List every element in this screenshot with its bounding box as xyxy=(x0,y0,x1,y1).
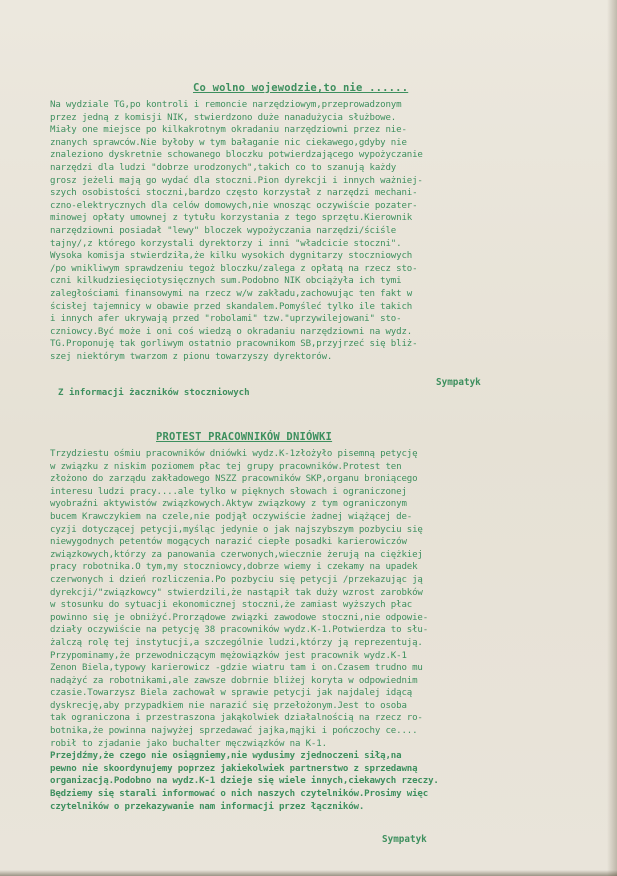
text-line: botnika,że powinna najwyżej sprzedawać jajka,mąjki i pończochy ce.... xyxy=(50,726,418,737)
text-line: czno-elektrycznych dla celów domowych,nie wnosząc oczywiście pozater- xyxy=(50,200,418,211)
text-line: TG.Proponuję tak gorliwym ostatnio pracownikom SB,przyjrzeć się bliż- xyxy=(50,339,418,350)
text-line: Trzydziestu ośmiu pracowników dniówki wydz.K-1złożyło pisemną petycję xyxy=(50,449,418,459)
text-line: i innych afer ukrywają przed "robolami" tzw."uprzywilejowani" sto- xyxy=(50,314,402,325)
text-line: żalczą rolę tej instytucji,a szczególnie ludzi,którzy ją reprezentują. xyxy=(50,637,423,648)
text-line: organizacją.Podobno na wydz.K-1 dzieje się wiele innych,ciekawych rzeczy. xyxy=(50,776,439,787)
text-line: znanych sprawców.Nie byłoby w tym bałaganie nic ciekawego,gdyby nie xyxy=(50,137,407,148)
text-line: czytelników o przekazywanie nam informacji przez łączników. xyxy=(50,801,365,812)
text-line: cyzji dotyczącej petycji,myśląc jedynie o jak najszybszym pozbyciu się xyxy=(50,524,423,535)
text-line: czniowcy.Być może i oni coś wiedzą o okradaniu narzędziowni na wydz. xyxy=(50,326,413,337)
page-edge-shadow xyxy=(607,0,617,876)
article-1-title: Co wolno wojewodzie,to nie ...... xyxy=(193,82,409,94)
text-line: dyrekcji/"związkowcy" stwierdzili,że nastąpił tak duży wzrost zarobków xyxy=(50,587,423,598)
text-line: znaleziono dyskretnie schowanego bloczku potwierdzającego wypożyczanie xyxy=(50,150,423,161)
text-line: grosz jeżeli mają go wydać dla stoczni.Pion dyrekcji i innych ważniej- xyxy=(50,175,423,186)
text-line: powinno się je obniżyć.Prorządowe związki zawodowe stoczni,nie odpowie- xyxy=(50,612,429,623)
text-line: niewygodnych petentów mogących narazić ciepłe posadki karierowiczów xyxy=(50,537,407,548)
text-line: bucem Krawczykiem na czele,nie podjął oczywiście żadnej wiążącej de- xyxy=(50,511,413,522)
text-line: ścisłej tajemnicy w obawie przed skandalem.Pomyśleć tylko ile takich xyxy=(50,301,413,312)
text-line: minowej opłaty umownej z tytułu korzystania z tego sprzętu.Kierownik xyxy=(50,213,413,224)
text-line: narzędziowni posiadał "lewy" bloczek wypożyczania narzędzi/ściśle xyxy=(50,225,397,236)
text-line: pewno nie skoordynujemy poprzez jakiekolwiek partnerstwo z sprzedawną xyxy=(50,763,418,774)
text-line: czni kilkudziesięciotysięcznych sum.Podobno NIK obciążyła ich tymi xyxy=(50,276,402,287)
text-line: przez jedną z komisji NIK, stwierdzono duże nanadużycia służbowe. xyxy=(50,112,397,123)
text-line: tak ograniczona i przestraszona jakąkolwiek działalnością na rzecz ro- xyxy=(50,713,423,724)
text-line: Przypominamy,że przewodniczącym mężowiązków jest pracownik wydz.K-1 xyxy=(50,650,407,661)
text-line: szej niektórym twarzom z pionu towarzyszy dyrektorów. xyxy=(50,351,333,362)
text-line: Na wydziale TG,po kontroli i remoncie narzędziowym,przeprowadzonym xyxy=(50,100,402,110)
text-line: /po wnikliwym sprawdzeniu tegoż bloczku/zalega z opłatą na rzecz sto- xyxy=(50,263,418,274)
text-line: interesu ludzi pracy....ale tylko w pięknych słowach i ograniczonej xyxy=(50,486,407,497)
text-line: związkowych,którzy za panowania czerwonych,wiecznie żerują na ciężkiej xyxy=(50,549,423,560)
text-line: wyobraźni aktywistów związkowych.Aktyw związkowy z tym ograniczonym xyxy=(50,499,407,510)
text-line: czasie.Towarzysz Biela zachował w sprawie petycji jak najdalej idącą xyxy=(50,688,413,699)
text-line: dyskrecję,aby przypadkiem nie narazić się przełożonym.Jest to osoba xyxy=(50,700,407,711)
text-line: Będziemy się starali informować o nich naszych czytelników.Prosimy więc xyxy=(50,789,429,800)
article-1-body xyxy=(50,99,590,363)
article-2-signature: Sympatyk xyxy=(382,834,427,845)
text-line: działy oczywiście na petycję 38 pracowników wydz.K-1.Potwierdza to słu- xyxy=(50,625,429,636)
text-line: nadążyć za robotnikami,ale zawsze dobrnie bliżej koryta w odpowiednim xyxy=(50,675,418,686)
text-line: w związku z niskim poziomem płac tej grupy pracowników.Protest ten xyxy=(50,461,402,472)
article-2-body xyxy=(50,448,590,813)
text-line: złożono do zarządu zakładowego NSZZ pracowników SKP,organu broniącego xyxy=(50,474,418,485)
text-line: robił to zjadanie jako buchalter męczwiązków na K-1. xyxy=(50,738,327,749)
text-line: w stosunku do sytuacji ekonomicznej stoczni,że zamiast wyższych płac xyxy=(50,600,413,611)
text-line: Wysoka komisja stwierdziła,że kilku wysokich dygnitarzy stoczniowych xyxy=(50,251,413,262)
text-line: Miały one miejsce po kilkakrotnym okradaniu narzędziowni przez nie- xyxy=(50,125,407,136)
text-line: Zenon Biela,typowy karierowicz -gdzie wiatru tam i on.Czasem trudno mu xyxy=(50,663,423,674)
text-line: tajny/,z którego korzystali dyrektorzy i inni "władcicie stoczni". xyxy=(50,238,402,249)
text-line: zaległościami finansowymi na rzecz w/w zakładu,zachowując ten fakt w xyxy=(50,288,413,299)
text-line: Przejdźmy,że czego nie osiągniemy,nie wydusimy zjednoczeni siłą,na xyxy=(50,751,402,762)
text-line: szych osobistości stoczni,bardzo często korzystał z narzędzi mechani- xyxy=(50,188,418,199)
text-line: narzędzi dla ludzi "dobrze urodzonych",takich co to szanują każdy xyxy=(50,162,397,173)
text-line: czerwonych i dzień rozliczenia.Po pozbyciu się petycji /przekazując ją xyxy=(50,574,423,585)
text-line: pracy robotnika.O tym,my stoczniowcy,dobrze wiemy i czekamy na upadek xyxy=(50,562,418,573)
article-1-signature: Sympatyk xyxy=(436,377,481,388)
article-1-source: Z informacji żaczników stoczniowych xyxy=(58,388,250,398)
article-2-title: PROTEST PRACOWNIKÓW DNIÓWKI xyxy=(156,431,333,443)
page-bottom-edge xyxy=(0,870,617,876)
